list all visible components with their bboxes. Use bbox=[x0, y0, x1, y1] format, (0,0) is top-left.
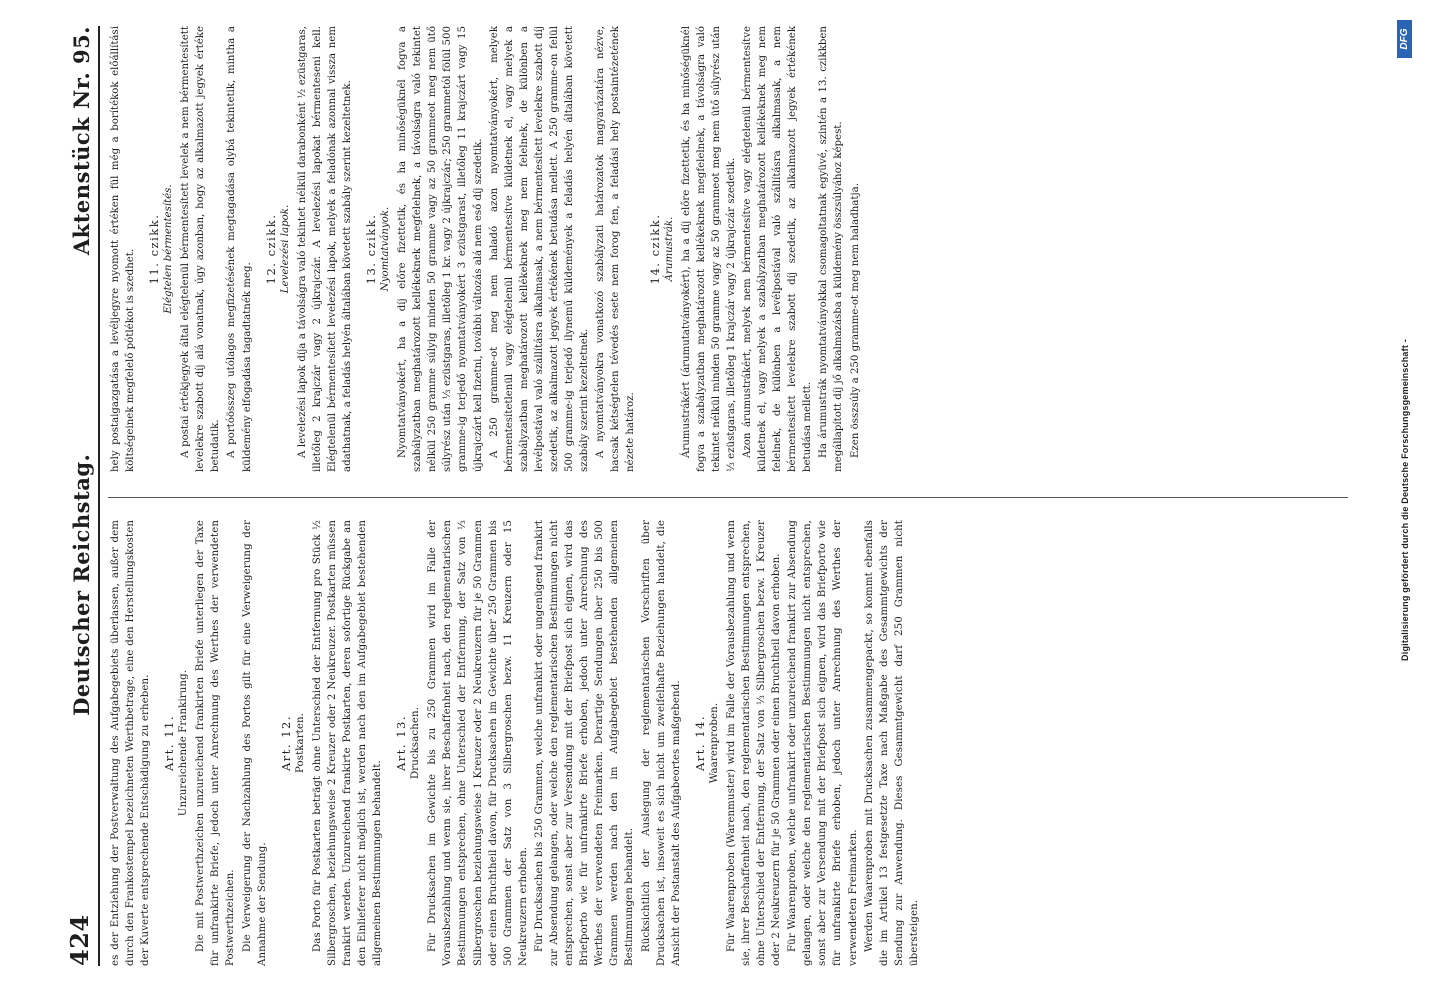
article-subheading: Drucksachen. bbox=[410, 706, 422, 780]
article-heading: 13. czikk. bbox=[364, 213, 379, 285]
paragraph: Die mit Postwerthzeichen unzureichend frankirten Briefe unterliegen der Taxe für unfrankirte Briefe, jedoch unter Anrechnung des Werthes der verwendeten Postwerthzeichen. bbox=[195, 520, 237, 966]
paragraph: Für Drucksachen bis 250 Grammen, welche unfrankirt oder ungenügend frankirt zur Absendung gelangen, oder welche den reglementarischen Bestimmungen nicht entsprechen, sonst aber zur Versendung mit der Briefpost sich eignen, wird das Briefporto wie für unfrankirte Briefe erhoben, jedoch unter Anrechnung des Werthes der verwendeten Freimarken. Derartige Sendungen über 250 bis 500 Grammen werden nach den im Aufgabegebiet bestehenden allgemeinen Bestimmungen behandelt. bbox=[533, 520, 636, 966]
hungarian-column bbox=[108, 26, 1358, 472]
paragraph: Die Verweigerung der Nachzahlung des Portos gilt für eine Verweigerung der Annahme der Sendung. bbox=[241, 520, 268, 966]
paragraph: Das Porto für Postkarten beträgt ohne Unterschied der Entfernung pro Stück ½ Silbergroschen, beziehungsweise 2 Kreuzer oder 2 Neukreuzer. Postkarten müssen frankirt werden. Unzureichend frankirte Postkarten, deren sofortige Rückgabe an den Einlieferer nicht möglich ist, werden nach den im Aufgabegebiet bestehenden allgemeinen Bestimmungen behandelt. bbox=[311, 520, 384, 966]
dfg-logo: DFG bbox=[1397, 20, 1412, 58]
running-title: Deutscher Reichstag. bbox=[69, 453, 94, 716]
document-number: Aktenstück Nr. 95. bbox=[69, 26, 94, 256]
paragraph: Für Waarenproben, welche unfrankirt oder unzureichend frankirt zur Absendung gelangen, oder welche den reglementarischen Bestimmungen nicht entsprechen, sonst aber zur Versendung mit der Briefpost sich eignen, wird das Briefporto wie für unfrankirte Briefe erhoben, jedoch unter Anrechnung des Werthes der verwendeten Freimarken. bbox=[787, 520, 859, 966]
page-header bbox=[50, 26, 94, 966]
article-subheading: Árumustrák. bbox=[663, 216, 675, 282]
article-heading: Art. 12. bbox=[278, 714, 293, 772]
header-rule bbox=[98, 26, 100, 966]
paragraph: Rücksichtlich der Auslegung der reglementarischen Vorschriften über Drucksachen ist, insoweit es sich nicht um zweifelhafte Beziehungen handelt, die Ansicht der Postanstalt des Aufgabeortes maßgebend. bbox=[640, 520, 682, 966]
paragraph: A 250 gramme-ot meg nem haladó azon nyomtatványokért, melyek bérmentesítetlenül vagy elégtelenül bérmentesítve küldetnek el, vagy melyek a szabályzatban meghatározott kellékeknek meg nem felelnek, de különben a levélpostával való szállításra alkalmasak, a nem bérmentesített levelekre szabott díj szedetik, az alkalmazott jegyek értékének betudása mellett. A 250 gramme-on felül 500 gramme-ig terjedő ilynemű küldemények a feladás helyén általában követett szabály szerint kezeltetnek. bbox=[488, 26, 591, 472]
paragraph: Für Waarenproben (Warenmuster) wird im Falle der Vorausbezahlung und wenn sie, ihrer Beschaffenheit nach, den reglementarischen Bestimmungen entsprechen, ohne Unterschied der Entfernung, der Satz von ⅓ Silbergroschen bezw. 1 Kreuzer oder 2 Neukreuzern für je 50 Grammen oder einen Bruchtheil davon erhoben. bbox=[725, 520, 783, 966]
paragraph: es der Entziehung der Postverwaltung des Aufgabegebiets überlassen, außer dem durch den Frankostempel bezeichneten Werthbetrage, eine den Herstellungskosten der Kuverte entsprechende Entschädigung zu erheben. bbox=[110, 520, 152, 966]
paragraph: hely postaigazgatása a levéljegyre nyomott értéken fül még a borítékok előállítási költségeinek megfelelő pótlékot is szedhet. bbox=[110, 26, 137, 472]
paragraph: A levelezési lapok díja a távolságra való tekintet nélkül darabonként ½ ezüstgaras, illetőleg 2 krajczár vagy 2 újkrajczár. A levelezési lapokat bérmenteseni kell. Elégtelenül bérmentesített levelezési lapok, melyek a feladónak azonnal vissza nem adathatnak, a feladás helyén általában követett szabály szerint kezeltetnek. bbox=[296, 26, 353, 472]
page-number: 424 bbox=[65, 914, 94, 966]
paragraph: Ha árumustrák nyomtatványokkal csomagoltatnak együvé, szintén a 13. czikkben megállapított díj jő alkalmazásba a küldemény összsúlyához képest. bbox=[818, 26, 845, 472]
article-heading: Art. 11. bbox=[162, 714, 177, 772]
paragraph: A nyomtatványokra vonatkozó szabályzati határozatok magyarázatára nézve, hacsak kétségtelen tévedés esete nem forog fen, a feladási hely postaintézetének nézete határoz. bbox=[595, 26, 637, 472]
digitization-notice: Digitalisierung gefördert durch die Deutsche Forschungsgemeinschaft - bbox=[1400, 339, 1410, 661]
article-subheading: Elégtelen bérmentesítés. bbox=[163, 184, 175, 314]
paragraph: Árumustrákért (árumutatványokért), ha a díj előre fizettetik, és ha minőségüknél fogva a szabályzatban meghatározott kellékeknek megfelelnek, a távolságra való tekintet nélkül minden 50 gramme vagy az 50 grammeot meg nem ütő súlyrész után ⅓ ezüstgaras, illetőleg 1 krajczár vagy 2 újkrajczár szedetik. bbox=[680, 26, 737, 472]
article-subheading: Levelezési lapok. bbox=[279, 204, 291, 294]
article-heading: Art. 13. bbox=[394, 714, 409, 772]
article-heading: 11. czikk. bbox=[147, 213, 162, 285]
article-subheading: Postkarten. bbox=[294, 712, 306, 774]
paragraph: A postai értékjegyek által elégtelenül bérmentesített levelek a nem bérmentesített levelekre szabott díj alá vonatnak, úgy azonban, hogy az alkalmazott jegyek értéke betudatik. bbox=[180, 26, 222, 472]
paragraph: Ezen összsúly a 250 gramme-ot meg nem haladhatja. bbox=[849, 183, 861, 458]
article-heading: 12. czikk. bbox=[263, 213, 278, 285]
article-subheading: Nyomtatványok. bbox=[380, 206, 392, 292]
article-heading: 14. czikk. bbox=[647, 213, 662, 285]
paragraph: A portóösszeg utólagos megfizetésének megtagadása olybá tekintetik, mintha a küldemény elfogadása tagadtatnék meg. bbox=[226, 26, 253, 472]
article-heading: Art. 14. bbox=[692, 714, 707, 772]
article-subheading: Waarenproben. bbox=[708, 702, 720, 784]
paragraph: Azon árumustrákért, melyek nem bérmentesítve vagy elégtelenül bérmentesítve küldetnek el, vagy melyek a szabályzatban meghatározott kellékeknek meg nem felelnek, de különben a levélpostával való szállításra alkalmasak, a nem bérmentesített levelekre szabott díj szedetik, az alkalmazott jegyek értékének betudása mellett. bbox=[741, 26, 814, 472]
paragraph: Werden Waarenproben mit Drucksachen zusammengepackt, so kommt ebenfalls die im Artikel 13 festgesetzte Taxe nach Maßgabe des Gesammtgewichts der Sendung zur Anwendung. Dieses Gesammtgewicht darf 250 Grammen nicht übersteigen. bbox=[863, 520, 920, 966]
german-column bbox=[108, 520, 1358, 966]
paragraph: Nyomtatványokért, ha a díj előre fizettetik, és ha minőségüknél fogva a szabályzatban meghatározott kellékeknek megfelelnek, a távolságra való tekintet nélkül 250 gramme súlyig minden 50 gramme vagy az 50 grammeot meg nem ütő súlyrész után ⅓ ezüstgaras, illetőleg 1 kr. vagy 2 újkrajczár; 250 grammetól fölül 500 gramme-ig terjedő nyomtatványokért 3 ezüstgarast, illetőleg 11 krajczárt vagy 15 újkrajczárt kell fizetni, további változás alá nem eső díj szedetik. bbox=[397, 26, 484, 472]
paragraph: Für Drucksachen im Gewichte bis zu 250 Grammen wird im Falle der Vorausbezahlung und wenn sie, ihrer Beschaffenheit nach, den reglementarischen Bestimmungen entsprechen, ohne Unterschied der Entfernung, der Satz von ⅓ Silbergroschen beziehungsweise 1 Kreuzer oder 2 Neukreuzern für je 50 Grammen oder einen Bruchtheil davon, für Drucksachen im Gewichte über 250 Grammen bis 500 Grammen der Satz von 3 Silbergroschen bezw. 11 Kreuzern oder 15 Neukreuzern erhoben. bbox=[427, 520, 529, 966]
column-divider bbox=[108, 497, 1348, 498]
article-subheading: Unzureichende Frankirung. bbox=[178, 669, 190, 817]
